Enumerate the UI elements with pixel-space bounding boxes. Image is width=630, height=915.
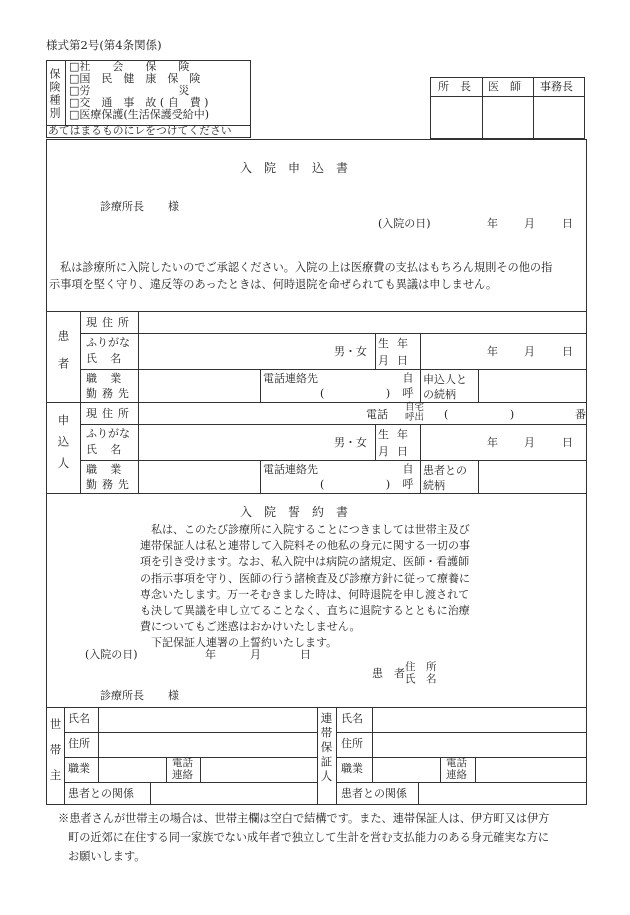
patient-occupation-label: 職業: [86, 372, 135, 385]
guarantor-label: 連帯保証人: [319, 712, 334, 785]
insurance-type-label: 保険種別: [48, 68, 61, 120]
application-honorific: 様: [168, 200, 179, 213]
householder-occupation-label: 職業: [68, 762, 90, 775]
pledge-address-label: 住 所: [405, 661, 437, 673]
pledge-name-label: 氏 名: [405, 673, 437, 685]
footnote-line-2: 町の近郊に在住する同一家族でない成年者で独立して生計を営む支払能力のある身元確実な方に: [68, 831, 550, 844]
insurance-note: あてはまるものにレをつけてください: [48, 124, 232, 137]
patient-relation-label: 申込人との続柄: [423, 373, 467, 401]
application-month: 月: [524, 217, 535, 230]
insurance-option-social[interactable]: □社 会 保 険: [69, 60, 190, 73]
application-title: 入 院 申 込 書: [240, 161, 349, 175]
guarantor-address-label: 住所: [341, 737, 363, 750]
applicant-call-mark: 自呼: [401, 463, 414, 493]
patient-workplace-label: 勤務先: [86, 387, 134, 400]
applicant-birth-label: 生年月日: [378, 428, 416, 458]
pledge-year: 年: [205, 648, 216, 661]
patient-birth-year: 年: [487, 345, 498, 358]
pledge-addressee: 診療所長: [100, 689, 144, 702]
applicant-name-label: 氏名: [86, 443, 135, 456]
pledge-honorific: 様: [168, 689, 179, 702]
pledge-month: 月: [250, 648, 261, 661]
patient-furigana-label: ふりがな: [86, 336, 130, 349]
patient-birth-day: 日: [562, 345, 573, 358]
application-day: 日: [562, 217, 573, 230]
patient-label: 患者: [56, 330, 71, 385]
form-number: 様式第2号(第4条関係): [46, 38, 162, 52]
householder-phone-label: 電話連絡: [172, 757, 193, 781]
applicant-gender[interactable]: 男・女: [334, 436, 367, 449]
patient-gender[interactable]: 男・女: [334, 345, 367, 358]
householder-label: 世帯主: [48, 718, 63, 795]
application-body-2: 示事項を堅く守り、違反等のあったときは、何時退院を命ぜられても異議は申しません。: [49, 278, 498, 291]
applicant-birth-year: 年: [487, 436, 498, 449]
pledge-day: 日: [300, 648, 311, 661]
patient-phone-paren: ( ): [320, 387, 404, 400]
applicant-ban: 番: [575, 408, 586, 421]
patient-phone-label: 電話連絡先: [263, 372, 318, 385]
patient-call-label: 自呼: [401, 372, 414, 402]
footnote-line-3: お願いします。: [68, 850, 146, 863]
applicant-occupation-label: 職業: [86, 463, 135, 476]
applicant-phone-paren: ( ): [444, 408, 528, 421]
householder-name-label: 氏名: [68, 712, 90, 725]
applicant-address-label: 現住所: [86, 407, 134, 420]
guarantor-name-label: 氏名: [341, 712, 363, 725]
applicant-phone-contact-label: 電話連絡先: [263, 463, 318, 476]
guarantor-occupation-label: 職業: [341, 762, 363, 775]
applicant-phone-label: 電話: [366, 408, 388, 421]
insurance-option-workers[interactable]: □労 災: [69, 84, 190, 97]
insurance-option-welfare[interactable]: □医療保護(生活保護受給中): [69, 108, 209, 121]
approval-doctor: 医 師: [488, 80, 521, 93]
application-year: 年: [487, 217, 498, 230]
applicant-furigana-label: ふりがな: [86, 427, 130, 440]
patient-birth-month: 月: [524, 345, 535, 358]
applicant-call-label: 呼出: [405, 412, 425, 423]
application-body-1: 私は診療所に入院したいのでご承認ください。入院の上は医療費の支払はもちろん規則その他の指: [60, 261, 553, 274]
application-date-label: (入院の日): [378, 217, 431, 230]
householder-address-label: 住所: [68, 737, 90, 750]
householder-relation-label: 患者との関係: [68, 787, 134, 800]
patient-address-label: 現住所: [86, 316, 134, 329]
applicant-phone-contact-paren: ( ): [320, 478, 404, 491]
insurance-option-national[interactable]: □国 民 健 康 保 険: [69, 72, 201, 85]
approval-director: 所 長: [438, 80, 471, 93]
applicant-label: 申込人: [56, 414, 71, 479]
insurance-option-traffic[interactable]: □交 通 事 故 ( 自 費 ): [69, 96, 209, 109]
applicant-birth-day: 日: [562, 436, 573, 449]
pledge-body: 私は、このたび診療所に入院することにつきましては世帯主及び 連帯保証人は私と連帯して入院料その他私の身元に関する一切の事 項を引き受けます。なお、私入院中は病院の諸規定、医師・看護師 の指示事項を守り、医師の行う諸検査及び診療方針に従って療養に 専念いたします。万一そむきました時は、何時退院を申し渡されて も決して異議を申し立てることなく、直ちに退院するとともに治療 費についてもご迷惑はおかけいたしません。 下記保証人連署の上誓約いたします。: [140, 523, 470, 650]
pledge-title: 入 院 誓 約 書: [240, 505, 349, 519]
applicant-home-label: 自宅: [405, 402, 425, 413]
footnote-line-1: ※患者さんが世帯主の場合は、世帯主欄は空白で結構です。また、連帯保証人は、伊方町又は伊方: [58, 812, 550, 825]
applicant-relation-label: 患者との続柄: [423, 464, 467, 492]
application-addressee: 診療所長: [100, 200, 144, 213]
pledge-patient-label: 患 者: [372, 667, 405, 680]
patient-birth-label: 生年月日: [378, 337, 416, 367]
patient-name-label: 氏名: [86, 352, 135, 365]
approval-office-manager: 事務長: [540, 80, 573, 93]
guarantor-phone-label: 電話連絡: [446, 757, 467, 781]
pledge-date-label: (入院の日): [85, 648, 138, 661]
applicant-birth-month: 月: [524, 436, 535, 449]
guarantor-relation-label: 患者との関係: [341, 787, 407, 800]
applicant-workplace-label: 勤務先: [86, 478, 134, 491]
